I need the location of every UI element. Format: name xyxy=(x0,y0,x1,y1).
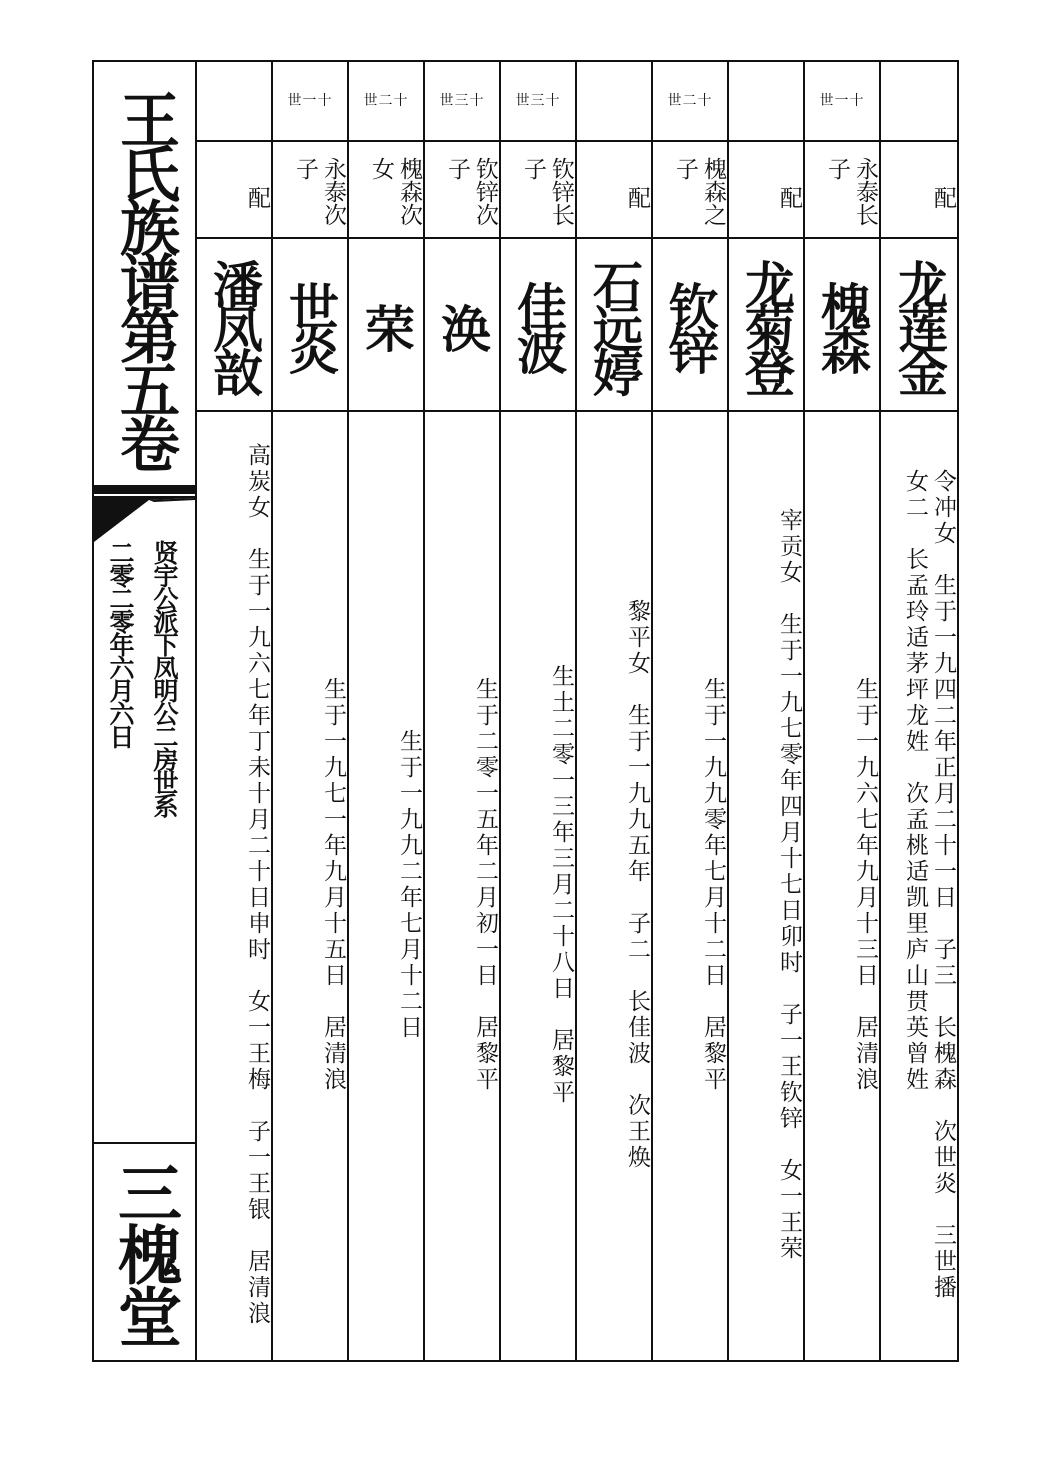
person-detail: 黎平女 生于一九九五年 子二 长佳波 次王焕 xyxy=(624,598,650,1171)
lineage-table xyxy=(195,62,957,1360)
relation-label: 钦锌长子 xyxy=(520,157,574,226)
relation-label: 永泰次子 xyxy=(292,157,346,226)
person-column xyxy=(271,62,347,1360)
person-detail: 令冲女 生于一九四二年正月二十一日 子三 长槐森 次世炎 三世播 女二 长孟玲适茅坪龙姓 次孟桃适凯里庐山贯英曾姓 xyxy=(902,468,956,1301)
person-column xyxy=(803,62,879,1360)
relation-label: 配 xyxy=(776,185,802,209)
person-name: 潘凤敨 xyxy=(205,259,264,391)
person-name: 世炎 xyxy=(281,281,340,369)
relation-label: 配 xyxy=(244,185,270,209)
relation-label: 槐森次女 xyxy=(368,157,422,226)
person-name: 石远婷 xyxy=(585,259,644,391)
person-name: 涣 xyxy=(433,303,492,347)
person-column xyxy=(347,62,423,1360)
person-column xyxy=(651,62,727,1360)
person-detail: 宰贡女 生于一九七零年四月十七日卯时 子一王钦锌 女一王荣 xyxy=(776,507,802,1262)
hall-name: 三槐堂 xyxy=(107,1160,182,1346)
person-detail: 生土二零一三年三月二十八日 居黎平 xyxy=(548,663,574,1106)
generation-label: 世一十 xyxy=(819,93,865,109)
person-detail: 生于一九七一年九月十五日 居清浪 xyxy=(320,676,346,1093)
book-title: 王氏族谱第五卷 xyxy=(110,89,180,467)
person-name: 佳波 xyxy=(509,281,568,369)
person-name: 龙菊登 xyxy=(737,259,796,391)
person-detail: 生于二零一五年二月初一日 居黎平 xyxy=(472,676,498,1093)
person-name: 荣 xyxy=(357,303,416,347)
genealogy-page xyxy=(92,60,959,1362)
relation-label: 配 xyxy=(930,185,956,209)
person-column xyxy=(879,62,957,1360)
generation-label: 世二十 xyxy=(363,93,409,109)
generation-label: 世二十 xyxy=(667,93,713,109)
compile-date: 二零二零年六月六日 xyxy=(106,540,135,747)
person-name: 槐森 xyxy=(813,281,872,369)
person-detail: 生于一九九二年七月十二日 xyxy=(396,728,422,1041)
generation-label: 世一十 xyxy=(287,93,333,109)
person-detail: 生于一九九零年七月十二日 居黎平 xyxy=(700,676,726,1093)
person-column xyxy=(423,62,499,1360)
lineage-subtitle: 贤宇公派下凤明公二房世系 xyxy=(150,540,179,816)
spine xyxy=(94,62,197,1360)
hall-rule xyxy=(94,1142,195,1144)
spine-bar xyxy=(94,485,195,494)
person-name: 钦锌 xyxy=(661,281,720,369)
relation-label: 槐森之子 xyxy=(672,157,726,226)
person-column xyxy=(499,62,575,1360)
generation-label: 世三十 xyxy=(439,93,485,109)
person-column xyxy=(727,62,803,1360)
person-detail: 高炭女 生于一九六七年丁未十月二十日申时 女一王梅 子一王银 居清浪 xyxy=(244,442,270,1327)
generation-label: 世三十 xyxy=(515,93,561,109)
relation-label: 永泰长子 xyxy=(824,157,878,226)
person-detail: 生于一九六七年九月十三日 居清浪 xyxy=(852,676,878,1093)
person-column xyxy=(195,62,271,1360)
relation-label: 钦锌次子 xyxy=(444,157,498,226)
person-name: 龙莲金 xyxy=(890,259,949,391)
relation-label: 配 xyxy=(624,185,650,209)
fishtail-ornament xyxy=(94,498,195,544)
person-column xyxy=(575,62,651,1360)
